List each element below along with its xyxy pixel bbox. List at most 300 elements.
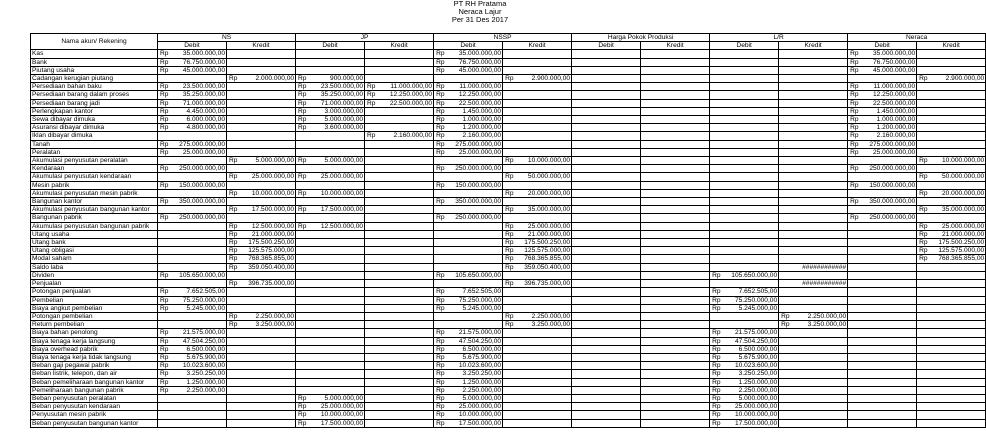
empty-cell[interactable] — [227, 394, 237, 402]
amount-cell[interactable]: 125.575.000,00 — [513, 247, 572, 255]
empty-cell[interactable] — [651, 419, 710, 427]
account-name[interactable]: Perlengkapan kantor — [31, 107, 158, 115]
account-name[interactable]: Biaya overhead pabrik — [31, 345, 158, 353]
empty-cell[interactable] — [917, 296, 927, 304]
empty-cell[interactable] — [572, 329, 582, 337]
empty-cell[interactable] — [582, 222, 641, 230]
empty-cell[interactable] — [434, 230, 444, 238]
empty-cell[interactable] — [651, 263, 710, 271]
empty-cell[interactable] — [434, 255, 444, 263]
amount-cell[interactable]: 2.250.000,00 — [444, 386, 503, 394]
empty-cell[interactable] — [779, 394, 789, 402]
empty-cell[interactable] — [917, 165, 927, 173]
empty-cell[interactable] — [582, 58, 641, 66]
empty-cell[interactable] — [789, 189, 848, 197]
amount-cell[interactable]: 1.250.000,00 — [720, 378, 779, 386]
empty-cell[interactable] — [513, 353, 572, 361]
amount-cell[interactable]: 25.000.000,00 — [444, 403, 503, 411]
empty-cell[interactable] — [779, 362, 789, 370]
empty-cell[interactable] — [789, 173, 848, 181]
empty-cell[interactable] — [434, 280, 444, 288]
empty-cell[interactable] — [168, 206, 227, 214]
empty-cell[interactable] — [572, 206, 582, 214]
empty-cell[interactable] — [927, 263, 986, 271]
account-name[interactable]: Pembelian — [31, 296, 158, 304]
empty-cell[interactable] — [779, 329, 789, 337]
empty-cell[interactable] — [572, 271, 582, 279]
empty-cell[interactable] — [858, 271, 917, 279]
amount-cell[interactable]: 1.250.000,00 — [444, 378, 503, 386]
empty-cell[interactable] — [789, 107, 848, 115]
empty-cell[interactable] — [858, 280, 917, 288]
empty-cell[interactable] — [227, 271, 237, 279]
empty-cell[interactable] — [858, 345, 917, 353]
empty-cell[interactable] — [365, 116, 375, 124]
empty-cell[interactable] — [158, 419, 168, 427]
empty-cell[interactable] — [227, 50, 237, 58]
empty-cell[interactable] — [927, 116, 986, 124]
amount-cell[interactable]: 23.500.000,00 — [168, 83, 227, 91]
empty-cell[interactable] — [237, 83, 296, 91]
empty-cell[interactable] — [296, 263, 306, 271]
amount-cell[interactable]: 768.365.855,00 — [237, 255, 296, 263]
empty-cell[interactable] — [789, 345, 848, 353]
empty-cell[interactable] — [710, 124, 720, 132]
empty-cell[interactable] — [927, 140, 986, 148]
empty-cell[interactable] — [917, 50, 927, 58]
account-name[interactable]: Sewa dibayar dimuka — [31, 116, 158, 124]
empty-cell[interactable] — [720, 173, 779, 181]
amount-cell[interactable]: 20.000.000,00 — [927, 189, 986, 197]
empty-cell[interactable] — [641, 91, 651, 99]
empty-cell[interactable] — [651, 386, 710, 394]
empty-cell[interactable] — [917, 280, 927, 288]
empty-cell[interactable] — [651, 173, 710, 181]
amount-cell[interactable]: 5.000.000,00 — [444, 394, 503, 402]
amount-cell[interactable]: 12.250.000,00 — [858, 91, 917, 99]
empty-cell[interactable] — [917, 304, 927, 312]
empty-cell[interactable] — [582, 345, 641, 353]
empty-cell[interactable] — [296, 280, 306, 288]
empty-cell[interactable] — [306, 66, 365, 74]
empty-cell[interactable] — [572, 214, 582, 222]
empty-cell[interactable] — [227, 107, 237, 115]
empty-cell[interactable] — [858, 353, 917, 361]
empty-cell[interactable] — [582, 230, 641, 238]
empty-cell[interactable] — [503, 148, 513, 156]
amount-cell[interactable]: 17.500.000,00 — [306, 206, 365, 214]
empty-cell[interactable] — [237, 66, 296, 74]
amount-cell[interactable]: 22.500.000,00 — [375, 99, 434, 107]
empty-cell[interactable] — [572, 116, 582, 124]
empty-cell[interactable] — [572, 124, 582, 132]
empty-cell[interactable] — [582, 50, 641, 58]
empty-cell[interactable] — [927, 394, 986, 402]
empty-cell[interactable] — [927, 280, 986, 288]
empty-cell[interactable] — [158, 157, 168, 165]
empty-cell[interactable] — [503, 296, 513, 304]
empty-cell[interactable] — [917, 263, 927, 271]
empty-cell[interactable] — [779, 50, 789, 58]
empty-cell[interactable] — [779, 288, 789, 296]
empty-cell[interactable] — [503, 214, 513, 222]
empty-cell[interactable] — [651, 206, 710, 214]
empty-cell[interactable] — [306, 271, 365, 279]
empty-cell[interactable] — [720, 247, 779, 255]
empty-cell[interactable] — [651, 403, 710, 411]
empty-cell[interactable] — [513, 214, 572, 222]
empty-cell[interactable] — [158, 75, 168, 83]
empty-cell[interactable] — [237, 107, 296, 115]
amount-cell[interactable]: 3.250.000,00 — [513, 321, 572, 329]
empty-cell[interactable] — [927, 288, 986, 296]
amount-cell[interactable]: 900.000,00 — [306, 75, 365, 83]
empty-cell[interactable] — [651, 288, 710, 296]
amount-cell[interactable]: 105.650.000,00 — [168, 271, 227, 279]
amount-cell[interactable]: 275.000.000,00 — [168, 140, 227, 148]
empty-cell[interactable] — [572, 370, 582, 378]
empty-cell[interactable] — [503, 181, 513, 189]
empty-cell[interactable] — [296, 58, 306, 66]
empty-cell[interactable] — [917, 198, 927, 206]
empty-cell[interactable] — [917, 181, 927, 189]
empty-cell[interactable] — [434, 222, 444, 230]
empty-cell[interactable] — [779, 157, 789, 165]
empty-cell[interactable] — [296, 198, 306, 206]
empty-cell[interactable] — [365, 312, 375, 320]
empty-cell[interactable] — [641, 271, 651, 279]
empty-cell[interactable] — [720, 263, 779, 271]
empty-cell[interactable] — [779, 140, 789, 148]
amount-cell[interactable]: 50.000.000,00 — [927, 173, 986, 181]
overflow-cell[interactable]: ############ — [779, 280, 848, 288]
empty-cell[interactable] — [651, 198, 710, 206]
empty-cell[interactable] — [444, 247, 503, 255]
empty-cell[interactable] — [582, 255, 641, 263]
empty-cell[interactable] — [365, 66, 375, 74]
empty-cell[interactable] — [779, 386, 789, 394]
amount-cell[interactable]: 12.250.000,00 — [444, 91, 503, 99]
empty-cell[interactable] — [227, 148, 237, 156]
empty-cell[interactable] — [227, 378, 237, 386]
empty-cell[interactable] — [917, 345, 927, 353]
empty-cell[interactable] — [720, 50, 779, 58]
empty-cell[interactable] — [789, 50, 848, 58]
empty-cell[interactable] — [858, 394, 917, 402]
empty-cell[interactable] — [227, 116, 237, 124]
empty-cell[interactable] — [375, 386, 434, 394]
empty-cell[interactable] — [789, 132, 848, 140]
empty-cell[interactable] — [237, 411, 296, 419]
empty-cell[interactable] — [789, 411, 848, 419]
empty-cell[interactable] — [720, 83, 779, 91]
empty-cell[interactable] — [375, 58, 434, 66]
empty-cell[interactable] — [720, 99, 779, 107]
amount-cell[interactable]: 175.500.250,00 — [513, 239, 572, 247]
empty-cell[interactable] — [848, 271, 858, 279]
amount-cell[interactable]: 25.000.000,00 — [927, 222, 986, 230]
empty-cell[interactable] — [296, 181, 306, 189]
empty-cell[interactable] — [572, 148, 582, 156]
account-name[interactable]: Penyusutan mesin pabrik — [31, 411, 158, 419]
empty-cell[interactable] — [917, 140, 927, 148]
empty-cell[interactable] — [365, 386, 375, 394]
empty-cell[interactable] — [789, 296, 848, 304]
empty-cell[interactable] — [710, 66, 720, 74]
empty-cell[interactable] — [227, 329, 237, 337]
empty-cell[interactable] — [848, 263, 858, 271]
empty-cell[interactable] — [168, 173, 227, 181]
empty-cell[interactable] — [168, 411, 227, 419]
empty-cell[interactable] — [503, 91, 513, 99]
empty-cell[interactable] — [641, 419, 651, 427]
empty-cell[interactable] — [503, 271, 513, 279]
empty-cell[interactable] — [651, 99, 710, 107]
empty-cell[interactable] — [375, 230, 434, 238]
empty-cell[interactable] — [848, 403, 858, 411]
empty-cell[interactable] — [296, 345, 306, 353]
empty-cell[interactable] — [227, 66, 237, 74]
empty-cell[interactable] — [917, 321, 927, 329]
empty-cell[interactable] — [710, 91, 720, 99]
amount-cell[interactable]: 5.675.900,00 — [168, 353, 227, 361]
empty-cell[interactable] — [710, 165, 720, 173]
empty-cell[interactable] — [641, 337, 651, 345]
empty-cell[interactable] — [365, 296, 375, 304]
empty-cell[interactable] — [858, 411, 917, 419]
empty-cell[interactable] — [651, 362, 710, 370]
empty-cell[interactable] — [227, 214, 237, 222]
empty-cell[interactable] — [444, 157, 503, 165]
empty-cell[interactable] — [641, 321, 651, 329]
empty-cell[interactable] — [858, 173, 917, 181]
empty-cell[interactable] — [365, 329, 375, 337]
empty-cell[interactable] — [158, 189, 168, 197]
empty-cell[interactable] — [927, 419, 986, 427]
empty-cell[interactable] — [651, 230, 710, 238]
empty-cell[interactable] — [572, 239, 582, 247]
empty-cell[interactable] — [582, 157, 641, 165]
empty-cell[interactable] — [444, 173, 503, 181]
empty-cell[interactable] — [503, 419, 513, 427]
empty-cell[interactable] — [296, 247, 306, 255]
empty-cell[interactable] — [365, 403, 375, 411]
empty-cell[interactable] — [641, 312, 651, 320]
empty-cell[interactable] — [582, 75, 641, 83]
empty-cell[interactable] — [789, 148, 848, 156]
empty-cell[interactable] — [168, 157, 227, 165]
empty-cell[interactable] — [582, 288, 641, 296]
empty-cell[interactable] — [651, 132, 710, 140]
empty-cell[interactable] — [572, 99, 582, 107]
empty-cell[interactable] — [917, 353, 927, 361]
amount-cell[interactable]: 50.000.000,00 — [513, 173, 572, 181]
empty-cell[interactable] — [641, 116, 651, 124]
empty-cell[interactable] — [582, 353, 641, 361]
amount-cell[interactable]: 10.000.000,00 — [927, 157, 986, 165]
empty-cell[interactable] — [641, 403, 651, 411]
empty-cell[interactable] — [158, 173, 168, 181]
empty-cell[interactable] — [375, 181, 434, 189]
amount-cell[interactable]: 75.250.000,00 — [168, 296, 227, 304]
empty-cell[interactable] — [365, 419, 375, 427]
empty-cell[interactable] — [582, 107, 641, 115]
empty-cell[interactable] — [858, 370, 917, 378]
empty-cell[interactable] — [582, 91, 641, 99]
empty-cell[interactable] — [375, 419, 434, 427]
empty-cell[interactable] — [434, 157, 444, 165]
empty-cell[interactable] — [582, 173, 641, 181]
empty-cell[interactable] — [306, 353, 365, 361]
empty-cell[interactable] — [572, 230, 582, 238]
account-name[interactable]: Iklan dibayar dimuka — [31, 132, 158, 140]
empty-cell[interactable] — [917, 107, 927, 115]
amount-cell[interactable]: 7.652.505,00 — [168, 288, 227, 296]
empty-cell[interactable] — [306, 337, 365, 345]
empty-cell[interactable] — [168, 419, 227, 427]
empty-cell[interactable] — [572, 312, 582, 320]
empty-cell[interactable] — [779, 132, 789, 140]
empty-cell[interactable] — [375, 403, 434, 411]
empty-cell[interactable] — [227, 165, 237, 173]
amount-cell[interactable]: 17.500.000,00 — [444, 419, 503, 427]
empty-cell[interactable] — [365, 345, 375, 353]
empty-cell[interactable] — [513, 132, 572, 140]
empty-cell[interactable] — [503, 353, 513, 361]
amount-cell[interactable]: 2.250.000,00 — [168, 386, 227, 394]
empty-cell[interactable] — [375, 312, 434, 320]
empty-cell[interactable] — [375, 271, 434, 279]
empty-cell[interactable] — [720, 116, 779, 124]
empty-cell[interactable] — [503, 394, 513, 402]
empty-cell[interactable] — [779, 296, 789, 304]
empty-cell[interactable] — [168, 280, 227, 288]
empty-cell[interactable] — [503, 124, 513, 132]
empty-cell[interactable] — [927, 58, 986, 66]
empty-cell[interactable] — [927, 148, 986, 156]
amount-cell[interactable]: 21.575.000,00 — [720, 329, 779, 337]
empty-cell[interactable] — [789, 222, 848, 230]
empty-cell[interactable] — [375, 124, 434, 132]
empty-cell[interactable] — [237, 116, 296, 124]
empty-cell[interactable] — [158, 255, 168, 263]
amount-cell[interactable]: 5.000.000,00 — [720, 394, 779, 402]
empty-cell[interactable] — [365, 198, 375, 206]
empty-cell[interactable] — [651, 329, 710, 337]
empty-cell[interactable] — [237, 91, 296, 99]
account-name[interactable]: Utang bank — [31, 239, 158, 247]
empty-cell[interactable] — [927, 99, 986, 107]
empty-cell[interactable] — [641, 148, 651, 156]
empty-cell[interactable] — [513, 394, 572, 402]
empty-cell[interactable] — [365, 321, 375, 329]
amount-cell[interactable]: 2.160.000,00 — [858, 132, 917, 140]
empty-cell[interactable] — [651, 50, 710, 58]
empty-cell[interactable] — [572, 165, 582, 173]
empty-cell[interactable] — [651, 165, 710, 173]
empty-cell[interactable] — [365, 107, 375, 115]
empty-cell[interactable] — [572, 296, 582, 304]
amount-cell[interactable]: 20.000.000,00 — [513, 189, 572, 197]
empty-cell[interactable] — [789, 58, 848, 66]
empty-cell[interactable] — [927, 296, 986, 304]
amount-cell[interactable]: 2.160.000,00 — [444, 132, 503, 140]
empty-cell[interactable] — [789, 329, 848, 337]
empty-cell[interactable] — [858, 263, 917, 271]
empty-cell[interactable] — [779, 189, 789, 197]
empty-cell[interactable] — [927, 83, 986, 91]
empty-cell[interactable] — [227, 58, 237, 66]
amount-cell[interactable]: 75.250.000,00 — [720, 296, 779, 304]
empty-cell[interactable] — [779, 124, 789, 132]
empty-cell[interactable] — [375, 255, 434, 263]
empty-cell[interactable] — [720, 181, 779, 189]
amount-cell[interactable]: 105.650.000,00 — [444, 271, 503, 279]
empty-cell[interactable] — [365, 181, 375, 189]
amount-cell[interactable]: 250.000.000,00 — [168, 165, 227, 173]
empty-cell[interactable] — [375, 140, 434, 148]
empty-cell[interactable] — [306, 247, 365, 255]
empty-cell[interactable] — [375, 411, 434, 419]
empty-cell[interactable] — [710, 140, 720, 148]
amount-cell[interactable]: 35.000.000,00 — [513, 206, 572, 214]
amount-cell[interactable]: 5.000.000,00 — [306, 157, 365, 165]
empty-cell[interactable] — [848, 296, 858, 304]
empty-cell[interactable] — [444, 206, 503, 214]
empty-cell[interactable] — [365, 148, 375, 156]
empty-cell[interactable] — [237, 362, 296, 370]
empty-cell[interactable] — [572, 255, 582, 263]
empty-cell[interactable] — [572, 321, 582, 329]
empty-cell[interactable] — [641, 50, 651, 58]
empty-cell[interactable] — [720, 312, 779, 320]
empty-cell[interactable] — [779, 165, 789, 173]
amount-cell[interactable]: 21.000.000,00 — [513, 230, 572, 238]
empty-cell[interactable] — [572, 362, 582, 370]
account-name[interactable]: Potongan pembelian — [31, 312, 158, 320]
empty-cell[interactable] — [710, 148, 720, 156]
amount-cell[interactable]: 10.000.000,00 — [444, 411, 503, 419]
empty-cell[interactable] — [365, 337, 375, 345]
empty-cell[interactable] — [365, 157, 375, 165]
empty-cell[interactable] — [789, 271, 848, 279]
empty-cell[interactable] — [641, 288, 651, 296]
amount-cell[interactable]: 75.250.000,00 — [444, 296, 503, 304]
empty-cell[interactable] — [434, 239, 444, 247]
empty-cell[interactable] — [572, 198, 582, 206]
empty-cell[interactable] — [641, 345, 651, 353]
empty-cell[interactable] — [720, 255, 779, 263]
empty-cell[interactable] — [227, 132, 237, 140]
empty-cell[interactable] — [513, 83, 572, 91]
empty-cell[interactable] — [296, 337, 306, 345]
empty-cell[interactable] — [434, 206, 444, 214]
amount-cell[interactable]: 10.000.000,00 — [720, 411, 779, 419]
empty-cell[interactable] — [513, 411, 572, 419]
overflow-cell[interactable]: ############ — [779, 263, 848, 271]
empty-cell[interactable] — [641, 66, 651, 74]
amount-cell[interactable]: 45.000.000,00 — [858, 66, 917, 74]
empty-cell[interactable] — [651, 239, 710, 247]
empty-cell[interactable] — [365, 189, 375, 197]
empty-cell[interactable] — [651, 378, 710, 386]
empty-cell[interactable] — [572, 378, 582, 386]
empty-cell[interactable] — [848, 189, 858, 197]
empty-cell[interactable] — [582, 394, 641, 402]
empty-cell[interactable] — [572, 394, 582, 402]
account-name[interactable]: Biaya tenaga kerja langsung — [31, 337, 158, 345]
empty-cell[interactable] — [513, 362, 572, 370]
